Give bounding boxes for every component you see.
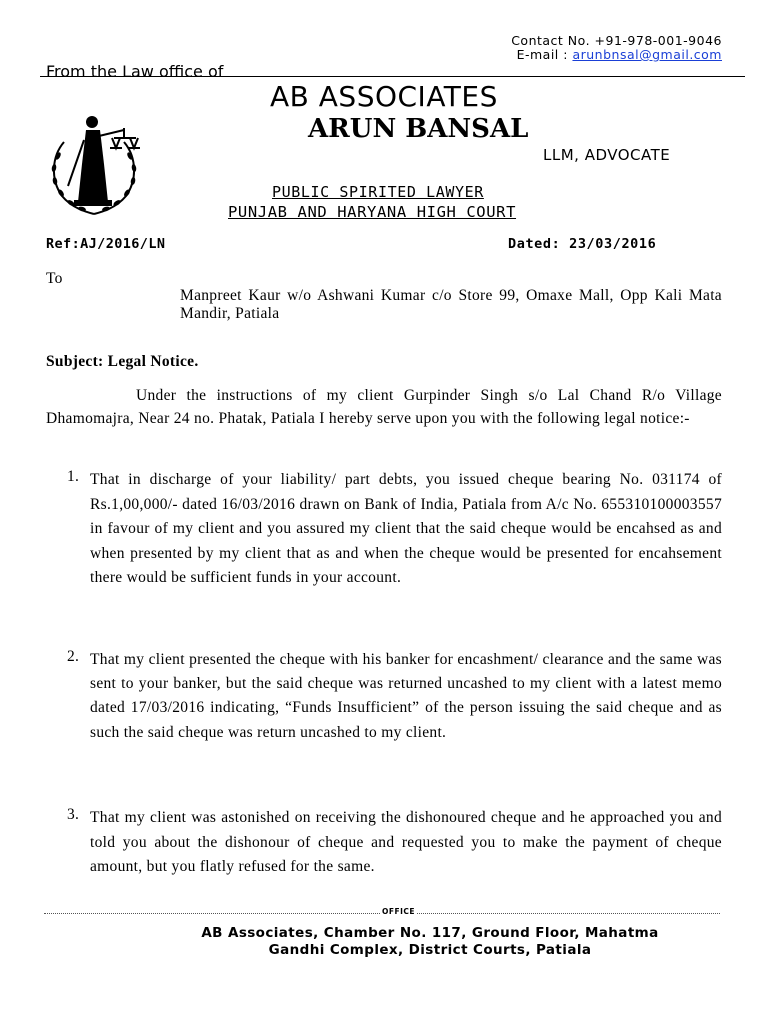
subject-line: Subject: Legal Notice.	[46, 353, 199, 370]
footer-address-line: AB Associates, Chamber No. 117, Ground Floor, Mahatma	[201, 925, 659, 941]
court-name: PUNJAB AND HARYANA HIGH COURT	[228, 203, 517, 221]
intro-paragraph: Under the instructions of my client Gurpinder Singh s/o Lal Chand R/o Village Dhamomajra, Near 24 no. Phatak, Patiala I hereby serve upon you with the following legal notice:-	[46, 387, 722, 427]
list-item: That my client was astonished on receiving the dishonoured cheque and he approached you and told you about the dishonour of cheque and requested you to make the payment of cheque amount, but you flatly refused for the same.	[90, 809, 722, 875]
justice-scales-logo	[44, 104, 144, 216]
list-number: 1.	[67, 468, 80, 485]
tagline: PUBLIC SPIRITED LAWYER	[272, 183, 484, 201]
email-link[interactable]: arunbnsal@gmail.com	[572, 47, 722, 62]
list-item: That my client presented the cheque with his banker for encashment/ clearance and the same was sent to your banker, but the said cheque was returned uncashed to my client with a latest memo dated 17/03/2016 indicating, “Funds Insufficient” of the person issuing the said cheque and as such the said cheque was return uncashed to my client.	[90, 651, 722, 741]
office-label: OFFICE	[382, 907, 416, 916]
footer-address-line: Gandhi Complex, District Courts, Patiala	[268, 942, 592, 958]
reference-number: Ref:AJ/2016/LN	[46, 236, 166, 252]
email-label: E-mail :	[516, 47, 568, 62]
contact-value: +91-978-001-9046	[594, 33, 722, 48]
notice-date: Dated: 23/03/2016	[508, 236, 657, 252]
to-label: To	[46, 270, 63, 287]
qualification: LLM, ADVOCATE	[543, 146, 671, 164]
lawyer-name: ARUN BANSAL	[308, 114, 529, 144]
list-number: 3.	[67, 806, 80, 823]
contact-block	[0, 34, 722, 62]
contact-label: Contact No.	[511, 33, 591, 48]
email-line	[0, 48, 722, 62]
list-item: That in discharge of your liability/ part debts, you issued cheque bearing No. 031174 of Rs.1,00,000/- dated 16/03/2016 drawn on Bank of India, Patiala from A/c No. 655310100003557 in favour of my client and you assured my client that the said cheque would be encahsed as and when presented by my client that as and when the cheque would be presented for encahsement there would be sufficient funds in your account.	[90, 471, 722, 586]
recipient-address: Manpreet Kaur w/o Ashwani Kumar c/o Store 99, Omaxe Mall, Opp Kali Mata Mandir, Patiala	[180, 287, 722, 322]
list-number: 2.	[67, 648, 80, 665]
firm-name: AB ASSOCIATES	[270, 80, 498, 113]
from-line: From the Law office of	[46, 62, 224, 81]
footer-address	[150, 925, 710, 959]
contact-number	[0, 34, 722, 48]
